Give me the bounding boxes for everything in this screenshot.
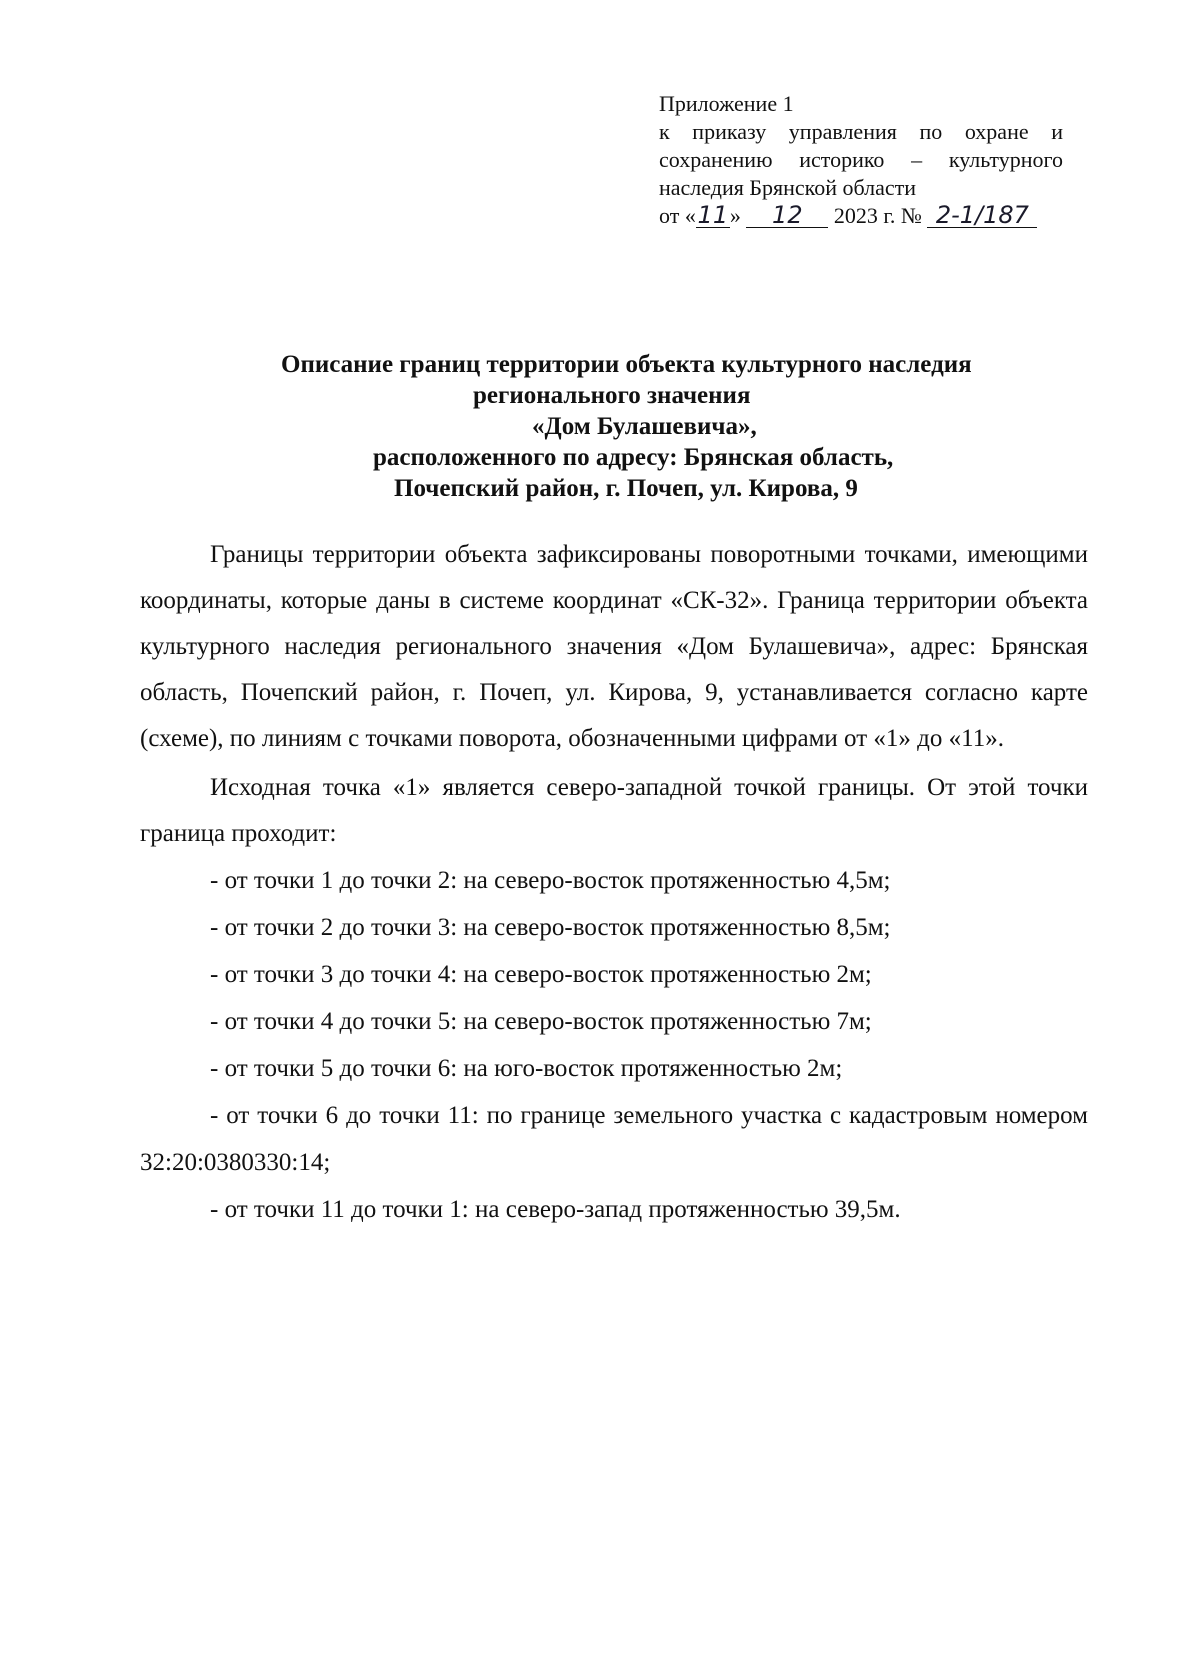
- title-line-5: Почепский район, г. Почеп, ул. Кирова, 9: [394, 475, 858, 502]
- appendix-date-line: [659, 202, 1063, 230]
- segment-item: - от точки 11 до точки 1: на северо-запад протяженностью 39,5м.: [210, 1196, 901, 1223]
- title-line-4: расположенного по адресу: Брянская область,: [373, 444, 894, 471]
- title-line-1: Описание границ территории объекта культурного наследия: [281, 351, 972, 378]
- segment-item: - от точки 4 до точки 5: на северо-восток протяженностью 7м;: [210, 1008, 872, 1035]
- title-line-3: «Дом Булашевича»,: [532, 413, 757, 440]
- paragraph-1: Границы территории объекта зафиксированы поворотными точками, имеющими координаты, которые даны в системе координат «СК-32». Граница территории объекта культурного наследия регионального значения «Дом Булашевича», адрес: Брянская область, Почепский район, г. Почеп, ул. Кирова, 9, устанавливается согласно карте (схеме), по линиям с точками поворота, обозначенными цифрами от «1» до «11».: [140, 541, 1088, 752]
- document-body: [140, 532, 1088, 1233]
- appendix-line-3: наследия Брянской области: [659, 175, 917, 200]
- handwritten-order-number: 2-1/187: [927, 203, 1037, 228]
- title-line-2: регионального значения: [473, 382, 751, 409]
- segment-item: - от точки 3 до точки 4: на северо-восток протяженностью 2м;: [210, 961, 872, 988]
- date-year: 2023 г. №: [833, 203, 922, 228]
- appendix-line-2: сохранению историко – культурного: [659, 147, 1063, 172]
- segment-item: - от точки 1 до точки 2: на северо-восток протяженностью 4,5м;: [210, 867, 891, 894]
- date-mid: »: [729, 203, 741, 228]
- handwritten-month: 12: [746, 203, 828, 228]
- paragraph-2: Исходная точка «1» является северо-западной точкой границы. От этой точки граница проходит:: [140, 774, 1088, 847]
- segment-item: - от точки 6 до точки 11: по границе земельного участка с кадастровым номером 32:20:0380330:14;: [140, 1102, 1088, 1176]
- appendix-line-1: к приказу управления по охране и: [659, 119, 1063, 144]
- segment-item: - от точки 5 до точки 6: на юго-восток протяженностью 2м;: [210, 1055, 843, 1082]
- date-prefix: от «: [659, 203, 696, 228]
- appendix-title: Приложение 1: [659, 91, 794, 116]
- appendix-header: [659, 90, 1063, 230]
- handwritten-day: 11: [697, 201, 729, 229]
- segment-item: - от точки 2 до точки 3: на северо-восток протяженностью 8,5м;: [210, 914, 891, 941]
